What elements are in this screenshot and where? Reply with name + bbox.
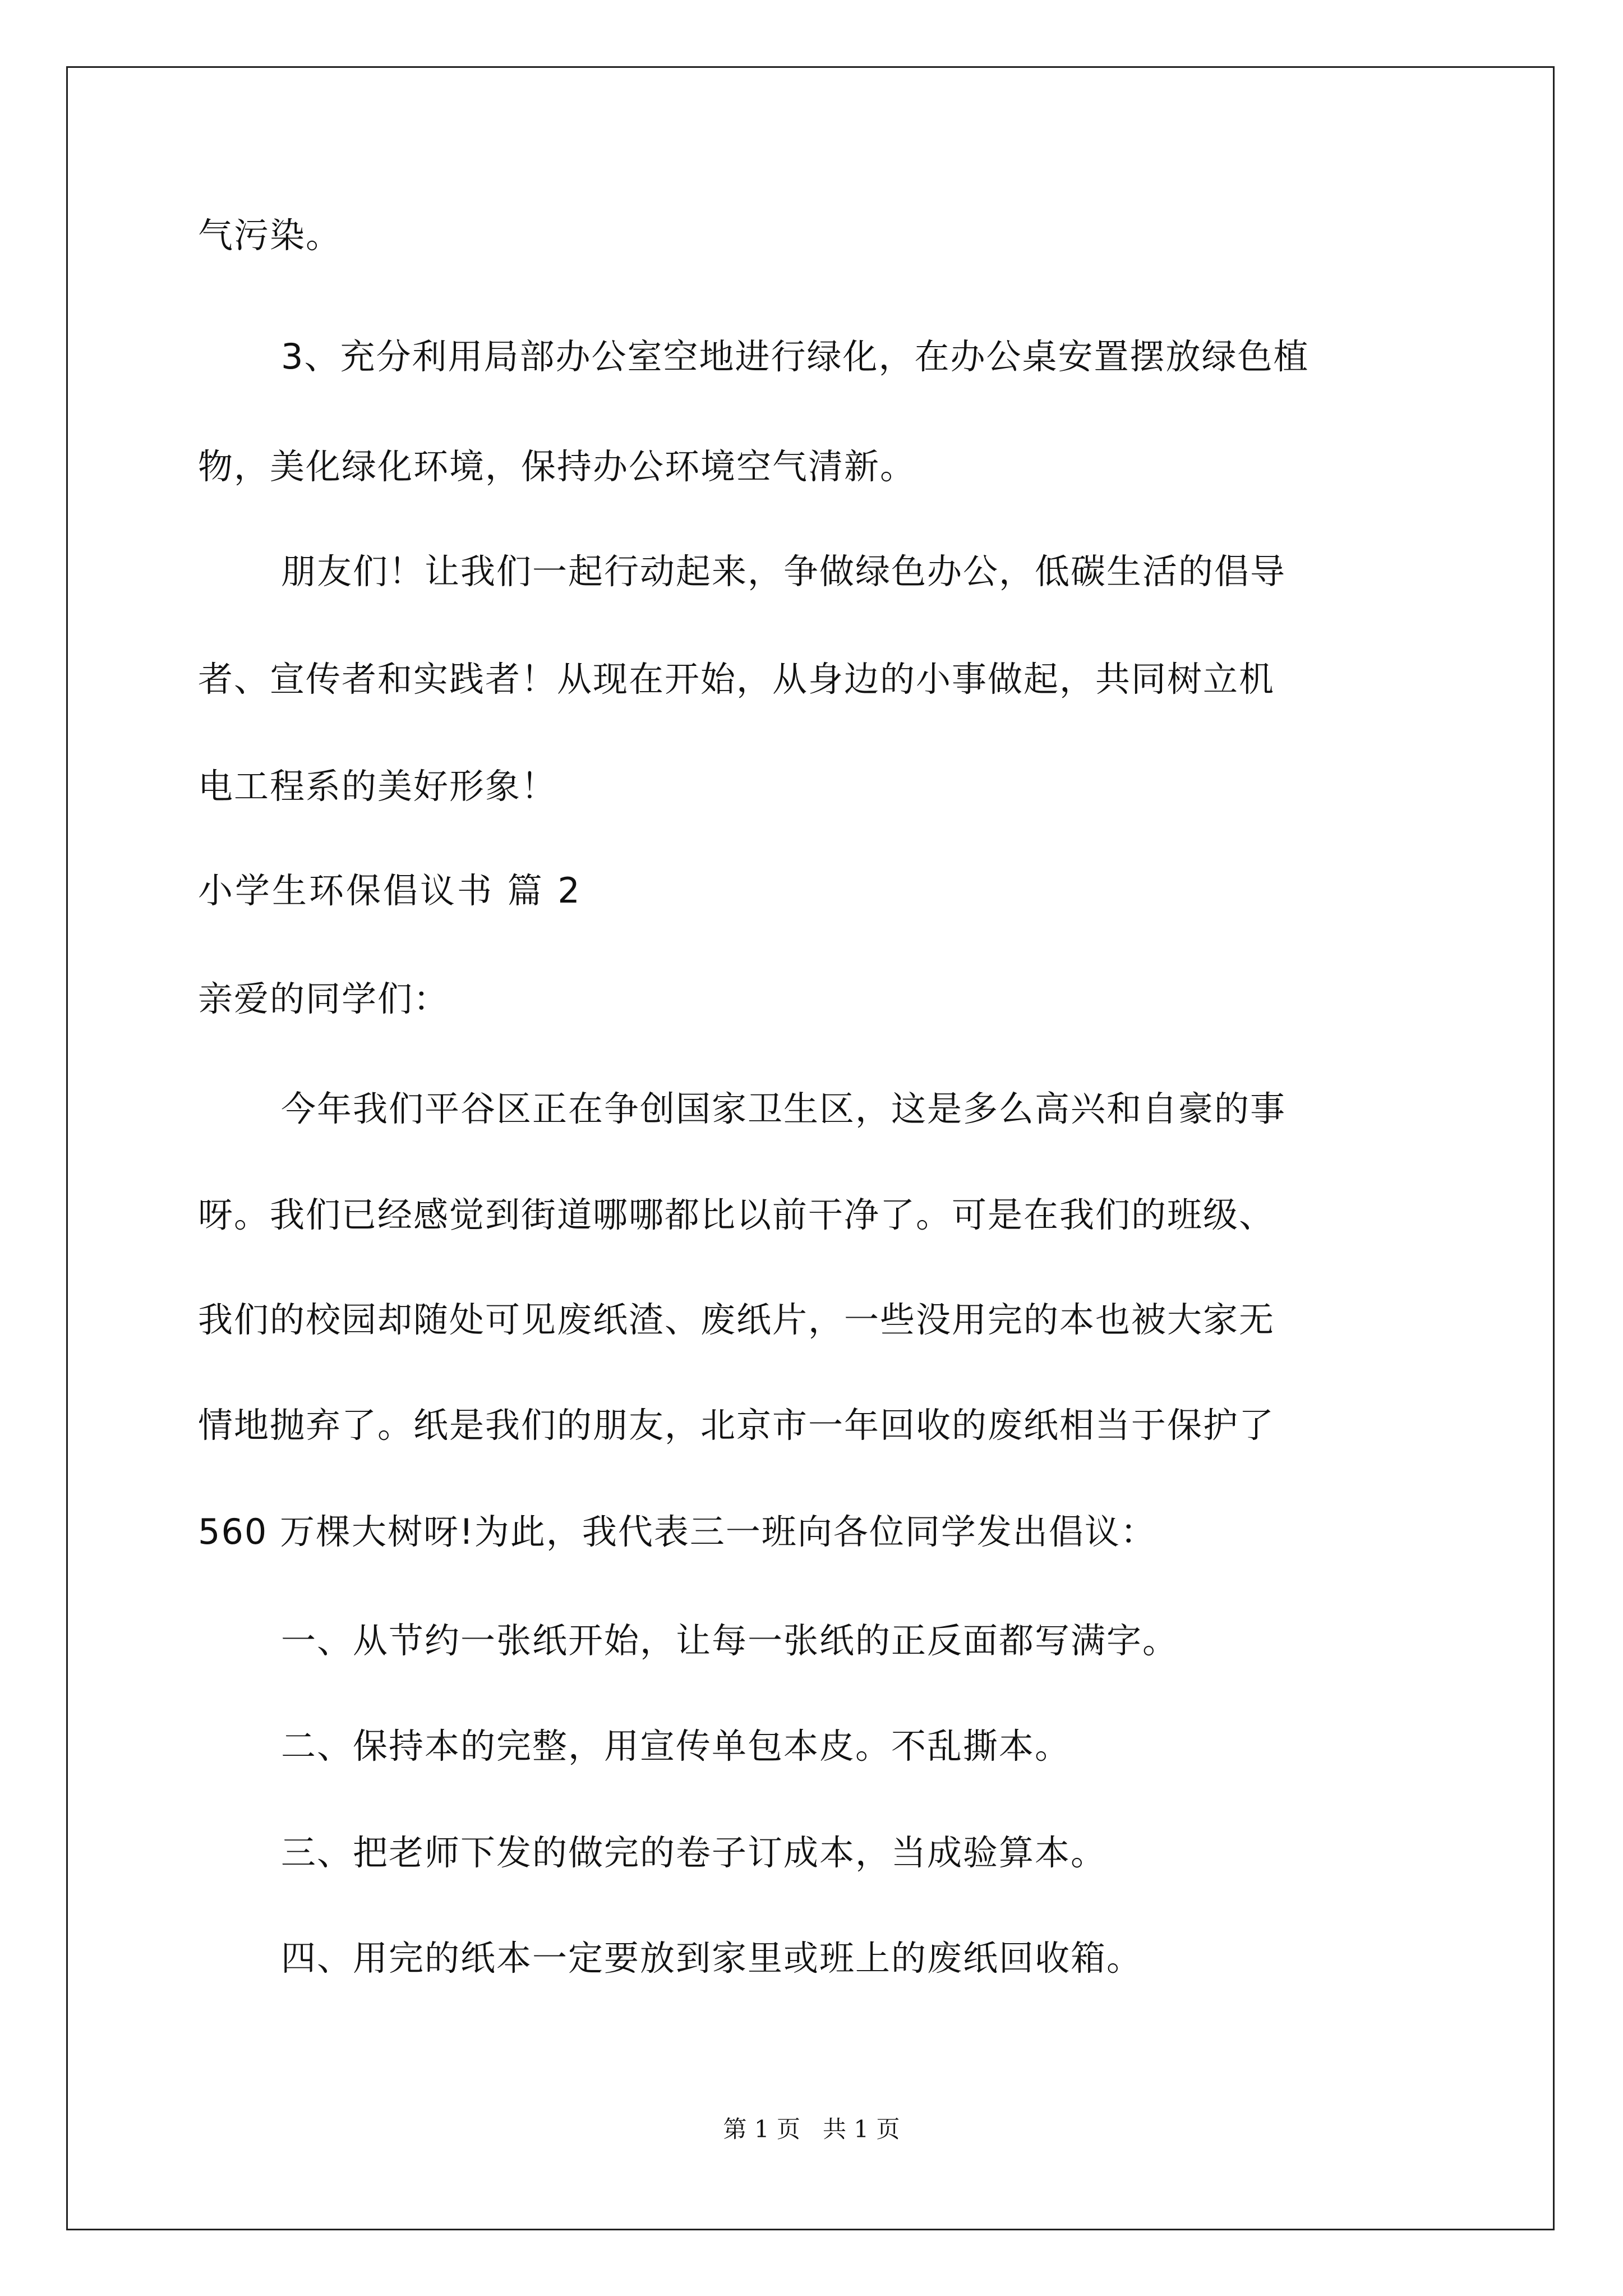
- text-line: 者、宣传者和实践者！从现在开始，从身边的小事做起，共同树立机: [198, 659, 1275, 700]
- salutation: 亲爱的同学们：: [198, 978, 450, 1019]
- text-line: 560 万棵大树呀!为此，我代表三一班向各位同学发出倡议：: [198, 1511, 1156, 1552]
- text-line: 3、充分利用局部办公室空地进行绿化，在办公桌安置摆放绿色植: [281, 336, 1310, 377]
- page-border: [66, 66, 1555, 2230]
- text-line: 朋友们！让我们一起行动起来，争做绿色办公，低碳生活的倡导: [281, 551, 1287, 592]
- list-item: 二、保持本的完整，用宣传单包本皮。不乱撕本。: [281, 1726, 1071, 1766]
- page-footer: 第 1 页 共 1 页: [723, 2115, 900, 2143]
- section-heading: 小学生环保倡议书 篇 2: [198, 870, 582, 911]
- list-item: 一、从节约一张纸开始，让每一张纸的正反面都写满字。: [281, 1620, 1179, 1661]
- text-line: 呀。我们已经感觉到街道哪哪都比以前干净了。可是在我们的班级、: [198, 1194, 1275, 1235]
- text-line: 今年我们平谷区正在争创国家卫生区，这是多么高兴和自豪的事: [281, 1088, 1287, 1129]
- text-line: 电工程系的美好形象！: [198, 766, 557, 807]
- text-line: 物，美化绿化环境，保持办公环境空气清新。: [198, 446, 916, 487]
- list-item: 三、把老师下发的做完的卷子订成本，当成验算本。: [281, 1832, 1107, 1873]
- text-line: 气污染。: [198, 215, 342, 256]
- text-line: 情地抛弃了。纸是我们的朋友，北京市一年回收的废纸相当于保护了: [198, 1405, 1275, 1446]
- text-line: 我们的校园却随处可见废纸渣、废纸片，一些没用完的本也被大家无: [198, 1299, 1275, 1340]
- list-item: 四、用完的纸本一定要放到家里或班上的废纸回收箱。: [281, 1938, 1143, 1978]
